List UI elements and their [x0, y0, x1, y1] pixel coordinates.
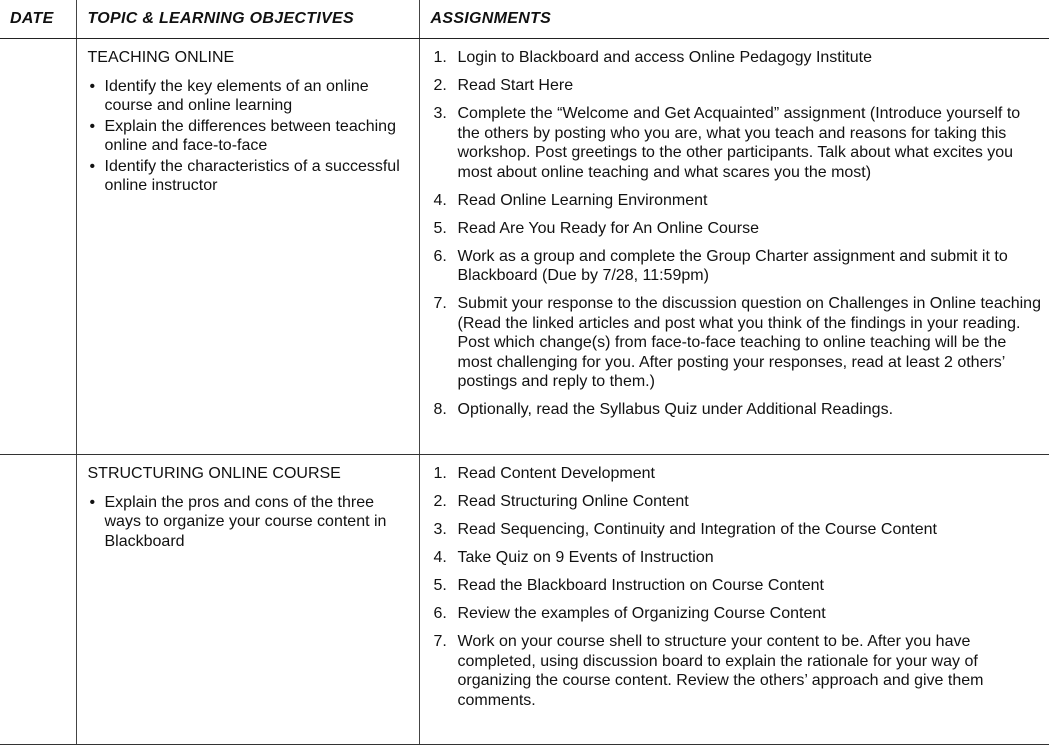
- topic-cell: [76, 39, 419, 455]
- objective-item: • Identify the key elements of an online course and online learning: [88, 77, 411, 116]
- assignment-number: 2.: [433, 77, 447, 94]
- assignment-number: 4.: [433, 191, 447, 209]
- date-cell: [0, 39, 76, 455]
- topic-title: STRUCTURING ONLINE COURSE: [87, 465, 341, 482]
- assignment-item: [434, 76, 1042, 96]
- assignment-text: Read the Blackboard Instruction on Course Content: [457, 577, 824, 594]
- assignment-text: Read Structuring Online Content: [457, 493, 689, 510]
- assignment-number: 7.: [433, 633, 447, 650]
- assignment-number: 2.: [433, 493, 447, 510]
- assignment-text: Read Content Development: [457, 465, 655, 482]
- assignment-number: 6.: [433, 605, 447, 622]
- assignment-number: 5.: [433, 577, 447, 594]
- assignment-item: [434, 548, 1042, 568]
- assignment-number: 4.: [433, 549, 447, 566]
- assignment-number: 5.: [433, 219, 447, 237]
- assignment-number: 8.: [433, 401, 447, 418]
- assignments-cell: [419, 39, 1049, 455]
- assignment-number: 7.: [433, 295, 447, 312]
- assignment-item: [434, 492, 1042, 512]
- assignment-text: Optionally, read the Syllabus Quiz under Additional Readings.: [457, 401, 894, 418]
- assignment-item: [434, 48, 1042, 68]
- header-assignments: ASSIGNMENTS: [419, 0, 1049, 39]
- assignment-item: [434, 520, 1042, 540]
- assignment-text: Work on your course shell to structure your content to be. After you have completed, using discussion board to explain the rationale for your way of organizing the course content. Review the others’ approach and give them comments.: [457, 633, 984, 709]
- assignment-text: Work as a group and complete the Group Charter assignment and submit it to Blackboard (Due by 7/28, 11:59pm): [457, 247, 1008, 284]
- assignment-text: Read Are You Ready for An Online Course: [457, 219, 760, 237]
- assignment-text: Review the examples of Organizing Course Content: [457, 605, 826, 622]
- assignments-list: [434, 464, 1042, 710]
- table-row: [0, 39, 1049, 455]
- assignment-item: [434, 576, 1042, 596]
- date-cell: [0, 455, 76, 745]
- table-row: [0, 455, 1049, 745]
- assignment-item: [434, 191, 1042, 211]
- assignment-item: [434, 464, 1042, 484]
- header-topic: TOPIC & LEARNING OBJECTIVES: [76, 0, 419, 39]
- assignment-item: [434, 247, 1042, 286]
- assignments-cell: [419, 455, 1049, 745]
- objective-item: • Explain the differences between teaching online and face-to-face: [88, 117, 411, 156]
- assignment-text: Submit your response to the discussion question on Challenges in Online teaching (Read the linked articles and post what you think of the findings in your reading. Post which change(s) from face-to-face teaching to online teaching will be the most challenging for you. After posting your responses, read at least 2 others’ postings and reply to them.): [457, 295, 1041, 390]
- assignment-item: [434, 604, 1042, 624]
- objective-item: • Explain the pros and cons of the three ways to organize your course content in Blackboard: [88, 493, 411, 552]
- assignment-text: Read Online Learning Environment: [457, 191, 708, 209]
- assignment-number: 1.: [433, 465, 447, 482]
- assignment-text: Read Start Here: [457, 77, 574, 94]
- assignment-text: Take Quiz on 9 Events of Instruction: [457, 549, 714, 566]
- header-date: DATE: [0, 0, 76, 39]
- assignment-item: [434, 294, 1042, 392]
- assignment-number: 1.: [433, 49, 447, 66]
- assignment-number: 3.: [433, 521, 447, 538]
- assignment-item: [434, 104, 1042, 182]
- objectives-list: [88, 493, 411, 552]
- table-header: [0, 0, 1049, 39]
- assignments-list: [434, 48, 1042, 420]
- objective-item: • Identify the characteristics of a successful online instructor: [88, 157, 411, 196]
- assignment-number: 6.: [433, 247, 447, 265]
- assignment-item: [434, 219, 1042, 239]
- assignment-text: Read Sequencing, Continuity and Integration of the Course Content: [457, 521, 937, 538]
- topic-cell: [76, 455, 419, 745]
- assignment-item: [434, 400, 1042, 420]
- assignment-text: Complete the “Welcome and Get Acquainted” assignment (Introduce yourself to the others by posting who you are, what you teach and reasons for taking this workshop. Post greetings to the other participants. Talk about what excites you most about online teaching and what scares you the most): [457, 105, 1021, 181]
- topic-title: TEACHING ONLINE: [87, 49, 235, 66]
- assignment-text: Login to Blackboard and access Online Pedagogy Institute: [457, 49, 872, 66]
- objectives-list: [88, 77, 411, 196]
- assignment-item: [434, 632, 1042, 710]
- assignment-number: 3.: [433, 105, 447, 122]
